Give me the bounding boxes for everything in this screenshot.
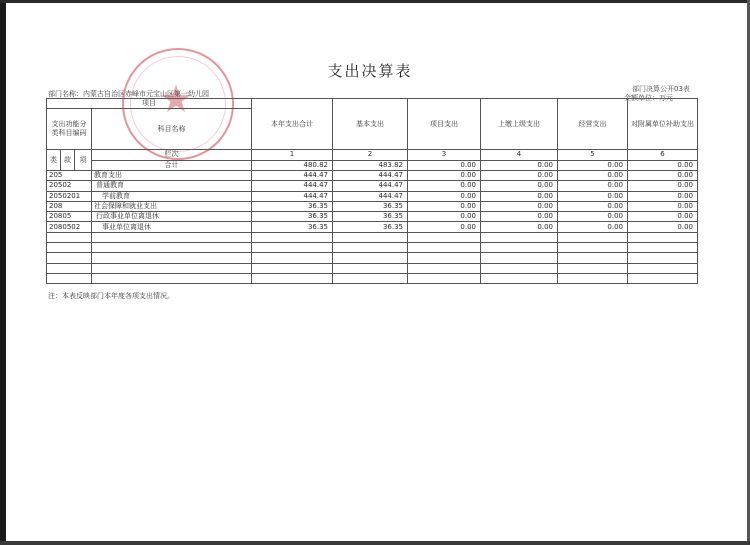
total-cell: 0.00 bbox=[481, 160, 558, 171]
header-row-class bbox=[47, 150, 698, 161]
header-col-6: 6 bbox=[628, 150, 698, 161]
form-number: 部门决算公开03表 bbox=[632, 85, 690, 93]
header-xiang: 项 bbox=[75, 150, 92, 171]
header-col-1: 1 bbox=[252, 150, 333, 161]
amount-cell: 0.00 bbox=[628, 222, 698, 232]
amount-cell: 444.47 bbox=[333, 191, 408, 201]
empty-row bbox=[47, 243, 698, 253]
amount-cell: 0.00 bbox=[628, 191, 698, 201]
amount-cell: 0.00 bbox=[481, 181, 558, 191]
amount-cell: 0.00 bbox=[628, 201, 698, 211]
department-name: 部门名称：内蒙古自治区赤峰市元宝山区第一幼儿园 bbox=[48, 90, 209, 98]
total-cell: 483.82 bbox=[333, 160, 408, 171]
amount-cell: 0.00 bbox=[481, 191, 558, 201]
amount-cell: 0.00 bbox=[558, 171, 628, 181]
table-row bbox=[47, 191, 698, 201]
amount-cell: 444.47 bbox=[252, 171, 333, 181]
total-label: 合计 bbox=[92, 160, 252, 171]
amount-cell: 0.00 bbox=[558, 181, 628, 191]
page-title: 支出决算表 bbox=[327, 62, 413, 80]
subject-name: 行政事业单位离退休 bbox=[92, 212, 252, 222]
func-code: 205 bbox=[47, 171, 92, 181]
amount-cell: 0.00 bbox=[408, 212, 481, 222]
total-row bbox=[47, 160, 698, 171]
amount-cell: 0.00 bbox=[481, 222, 558, 232]
empty-row bbox=[47, 273, 698, 283]
scan-edge-bottom bbox=[0, 541, 750, 545]
amount-cell: 36.35 bbox=[252, 212, 333, 222]
table-row bbox=[47, 212, 698, 222]
amount-cell: 36.35 bbox=[333, 212, 408, 222]
empty-row bbox=[47, 263, 698, 273]
scan-edge-left bbox=[0, 0, 6, 545]
amount-cell: 0.00 bbox=[558, 212, 628, 222]
header-row-project bbox=[47, 99, 698, 109]
func-code: 208 bbox=[47, 201, 92, 211]
empty-row bbox=[47, 232, 698, 242]
table-row bbox=[47, 181, 698, 191]
amount-cell: 0.00 bbox=[628, 181, 698, 191]
table-note: 注：本表反映部门本年度各项支出情况。 bbox=[48, 292, 174, 300]
amount-cell: 0.00 bbox=[628, 212, 698, 222]
total-cell: 0.00 bbox=[558, 160, 628, 171]
amount-cell: 444.47 bbox=[252, 191, 333, 201]
amount-cell: 0.00 bbox=[481, 212, 558, 222]
header-to-lower: 上缴上级支出 bbox=[481, 99, 558, 150]
header-col-4: 4 bbox=[481, 150, 558, 161]
table-row bbox=[47, 171, 698, 181]
func-code: 20502 bbox=[47, 181, 92, 191]
header-col-2: 2 bbox=[333, 150, 408, 161]
amount-cell: 0.00 bbox=[408, 181, 481, 191]
scan-edge-top bbox=[0, 0, 750, 3]
amount-cell: 0.00 bbox=[558, 222, 628, 232]
amount-cell: 0.00 bbox=[628, 171, 698, 181]
func-code: 20805 bbox=[47, 212, 92, 222]
subject-name: 学前教育 bbox=[92, 191, 252, 201]
star-icon: ★ bbox=[159, 77, 194, 121]
amount-cell: 444.47 bbox=[252, 181, 333, 191]
amount-cell: 0.00 bbox=[558, 191, 628, 201]
header-project-expenditure: 项目支出 bbox=[408, 99, 481, 150]
amount-unit: 金额单位：万元 bbox=[624, 94, 673, 102]
header-to-subsidiary: 对附属单位补助支出 bbox=[628, 99, 698, 150]
header-basic: 基本支出 bbox=[333, 99, 408, 150]
header-col-label: 栏次 bbox=[92, 150, 252, 161]
header-subject-name: 科目名称 bbox=[92, 109, 252, 150]
total-cell: 0.00 bbox=[408, 160, 481, 171]
expenditure-table bbox=[46, 98, 698, 284]
amount-cell: 444.47 bbox=[333, 171, 408, 181]
table-row bbox=[47, 222, 698, 232]
header-col-5: 5 bbox=[558, 150, 628, 161]
amount-cell: 444.47 bbox=[333, 181, 408, 191]
empty-row bbox=[47, 253, 698, 263]
amount-cell: 36.35 bbox=[333, 222, 408, 232]
header-kuan: 款 bbox=[61, 150, 75, 171]
amount-cell: 0.00 bbox=[408, 201, 481, 211]
func-code: 2050201 bbox=[47, 191, 92, 201]
amount-cell: 36.35 bbox=[252, 222, 333, 232]
amount-cell: 0.00 bbox=[408, 171, 481, 181]
amount-cell: 0.00 bbox=[481, 171, 558, 181]
header-func-code: 支出功能分类科目编码 bbox=[47, 109, 92, 150]
amount-cell: 0.00 bbox=[408, 222, 481, 232]
header-business: 经营支出 bbox=[558, 99, 628, 150]
table-row bbox=[47, 201, 698, 211]
amount-cell: 36.35 bbox=[333, 201, 408, 211]
subject-name: 教育支出 bbox=[92, 171, 252, 181]
subject-name: 普通教育 bbox=[92, 181, 252, 191]
total-cell: 480.82 bbox=[252, 160, 333, 171]
amount-cell: 0.00 bbox=[481, 201, 558, 211]
header-total: 本年支出合计 bbox=[252, 99, 333, 150]
amount-cell: 0.00 bbox=[558, 201, 628, 211]
header-col-3: 3 bbox=[408, 150, 481, 161]
func-code: 2080502 bbox=[47, 222, 92, 232]
subject-name: 事业单位离退休 bbox=[92, 222, 252, 232]
header-project: 项目 bbox=[47, 99, 252, 109]
amount-cell: 36.35 bbox=[252, 201, 333, 211]
subject-name: 社会保障和就业支出 bbox=[92, 201, 252, 211]
header-class: 类 bbox=[47, 150, 61, 171]
total-cell: 0.00 bbox=[628, 160, 698, 171]
amount-cell: 0.00 bbox=[408, 191, 481, 201]
